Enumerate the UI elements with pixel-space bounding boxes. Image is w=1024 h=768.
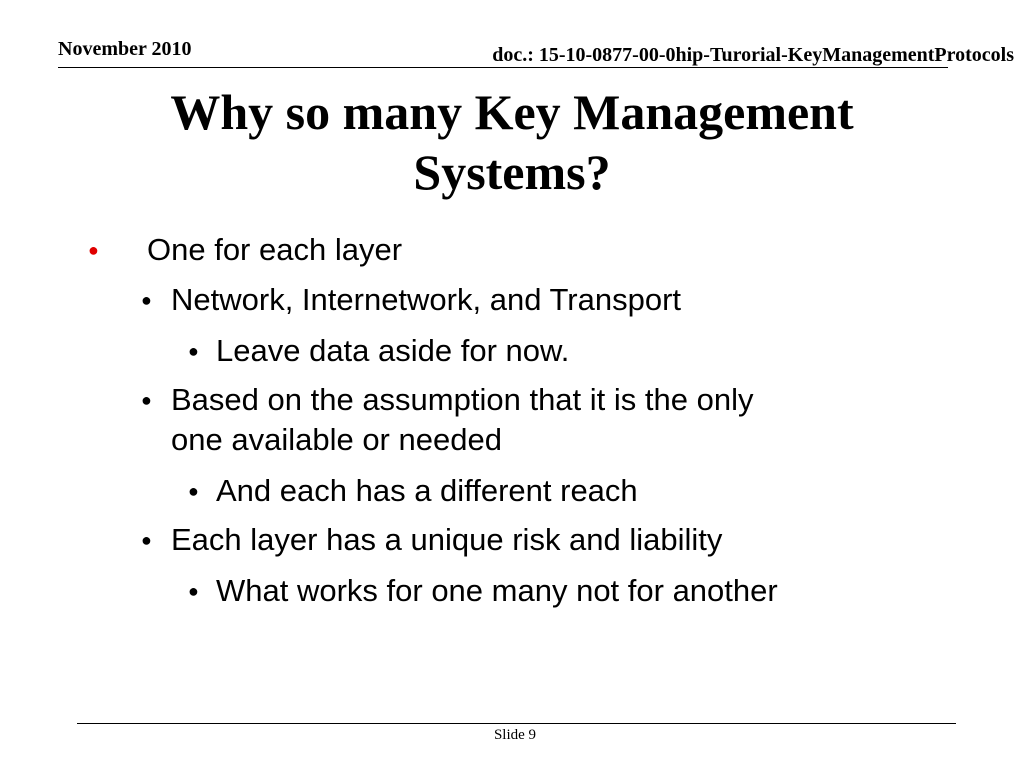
header-date: November 2010: [58, 38, 192, 60]
header-doc-id: doc.: 15-10-0877-00-0hip-Turorial-KeyManagementProtocols: [492, 44, 1014, 66]
bullet-item: [188, 471, 638, 511]
bullet-dot: ●: [88, 240, 99, 260]
bullet-item: [88, 230, 403, 270]
bullet-text: Each layer has a unique risk and liability: [171, 522, 723, 557]
bullet-text: One for each layer: [147, 232, 403, 267]
bullet-text: one available or needed: [171, 422, 502, 457]
bullet-dot: ●: [141, 290, 152, 310]
bullet-dot: ●: [188, 581, 199, 601]
bullet-item: [141, 380, 754, 420]
footer-divider: [77, 723, 956, 724]
bullet-dot: ●: [188, 341, 199, 361]
bullet-item-continuation: [171, 420, 502, 460]
bullet-text: Based on the assumption that it is the only: [171, 382, 754, 417]
slide-title-line-1: Why so many Key Management: [170, 84, 854, 140]
bullet-dot: ●: [188, 481, 199, 501]
bullet-dot: ●: [141, 530, 152, 550]
slide-title-line-2: Systems?: [413, 144, 611, 200]
bullet-text: Leave data aside for now.: [216, 333, 570, 368]
bullet-item: [188, 571, 778, 611]
bullet-text: Network, Internetwork, and Transport: [171, 282, 682, 317]
bullet-text: What works for one many not for another: [216, 573, 778, 608]
bullet-dot: ●: [141, 390, 152, 410]
bullet-item: [141, 280, 682, 320]
bullet-item: [141, 520, 723, 560]
slide-number: Slide 9: [493, 727, 537, 743]
bullet-item: [188, 331, 570, 371]
bullet-text: And each has a different reach: [216, 473, 638, 508]
